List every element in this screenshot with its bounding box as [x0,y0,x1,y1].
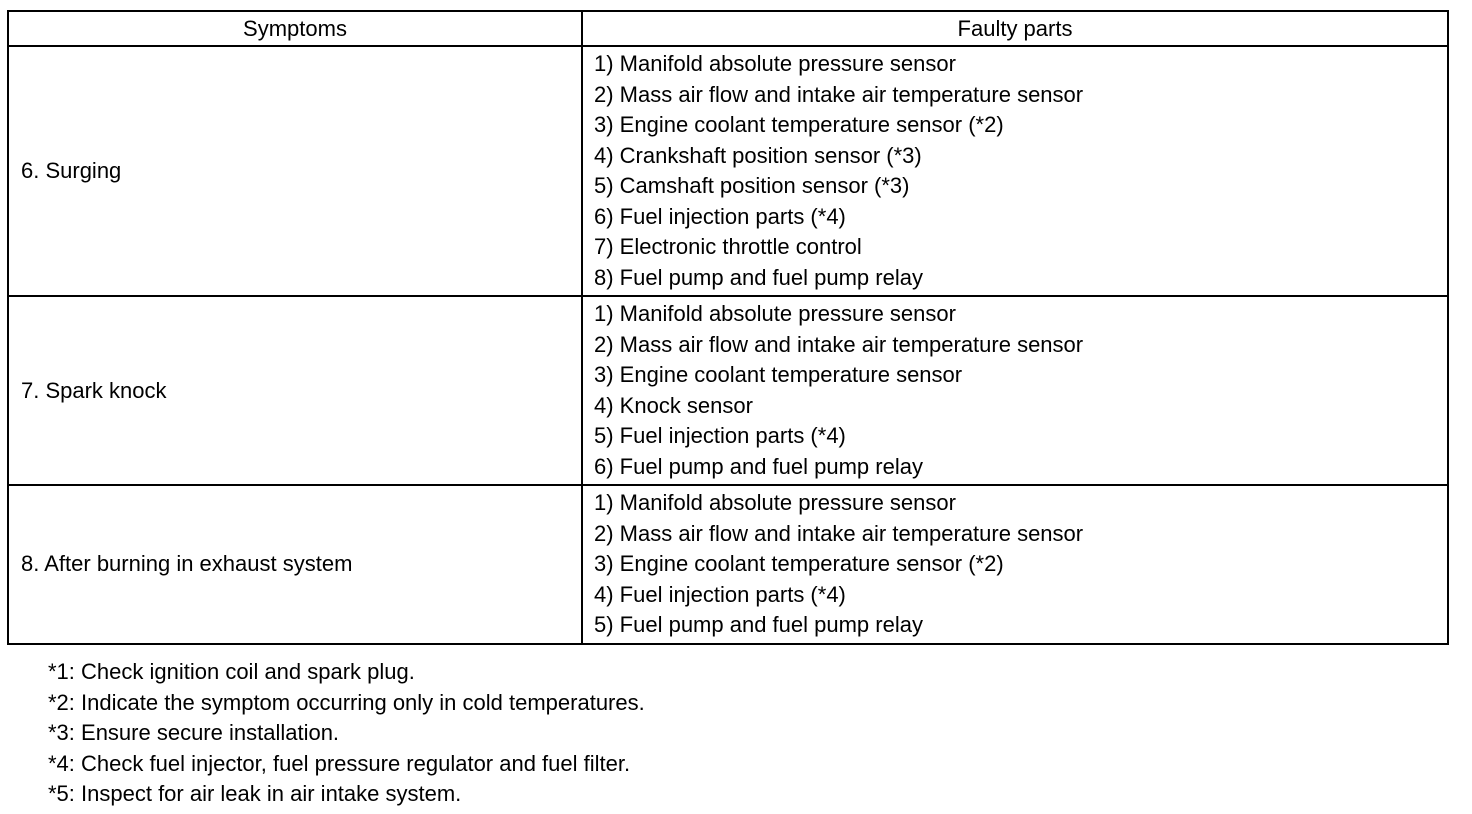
faulty-part-item: 3) Engine coolant temperature sensor (*2) [594,112,1004,137]
faulty-part-item: 8) Fuel pump and fuel pump relay [594,264,923,290]
faulty-part-item: 2) Mass air flow and intake air temperature sensor [594,81,1084,107]
footnote-item: *1: Check ignition coil and spark plug. [48,659,415,684]
faulty-part-item: 3) Engine coolant temperature sensor [594,362,963,387]
faulty-parts-cell [582,485,1448,644]
faulty-part-item: 4) Crankshaft position sensor (*3) [594,142,922,168]
table-row [8,485,1448,644]
footnote-item: *2: Indicate the symptom occurring only in cold temperatures. [48,689,645,715]
table-row [8,296,1448,485]
symptom-cell: 6. Surging [8,46,582,296]
faulty-parts-cell [582,46,1448,296]
table-row [8,46,1448,296]
footnote-item: *3: Ensure secure installation. [48,720,340,745]
faulty-part-item: 6) Fuel pump and fuel pump relay [594,453,923,479]
faulty-part-item: 7) Electronic throttle control [594,234,862,259]
header-symptoms: Symptoms [8,11,582,46]
faulty-part-item: 5) Camshaft position sensor (*3) [594,173,910,198]
table-header-row [8,11,1448,46]
faulty-part-item: 5) Fuel injection parts (*4) [594,423,846,448]
footnote-item: *4: Check fuel injector, fuel pressure regulator and fuel filter. [48,750,631,776]
symptom-cell: 8. After burning in exhaust system [8,485,582,644]
faulty-part-item: 2) Mass air flow and intake air temperature sensor [594,331,1084,357]
faulty-parts-cell [582,296,1448,485]
footnote-item: *5: Inspect for air leak in air intake system. [48,781,462,806]
faulty-part-item: 1) Manifold absolute pressure sensor [594,301,956,326]
footnotes [48,657,645,810]
faulty-part-item: 2) Mass air flow and intake air temperature sensor [594,520,1084,546]
table-body [8,46,1448,644]
faulty-part-item: 1) Manifold absolute pressure sensor [594,51,956,76]
faulty-part-item: 3) Engine coolant temperature sensor (*2) [594,551,1004,576]
faulty-part-item: 5) Fuel pump and fuel pump relay [594,612,923,637]
symptoms-table [7,10,1449,645]
header-faulty-parts: Faulty parts [582,11,1448,46]
faulty-part-item: 4) Fuel injection parts (*4) [594,581,846,607]
faulty-part-item: 4) Knock sensor [594,392,753,418]
faulty-part-item: 1) Manifold absolute pressure sensor [594,490,956,515]
symptom-cell: 7. Spark knock [8,296,582,485]
faulty-part-item: 6) Fuel injection parts (*4) [594,203,846,229]
